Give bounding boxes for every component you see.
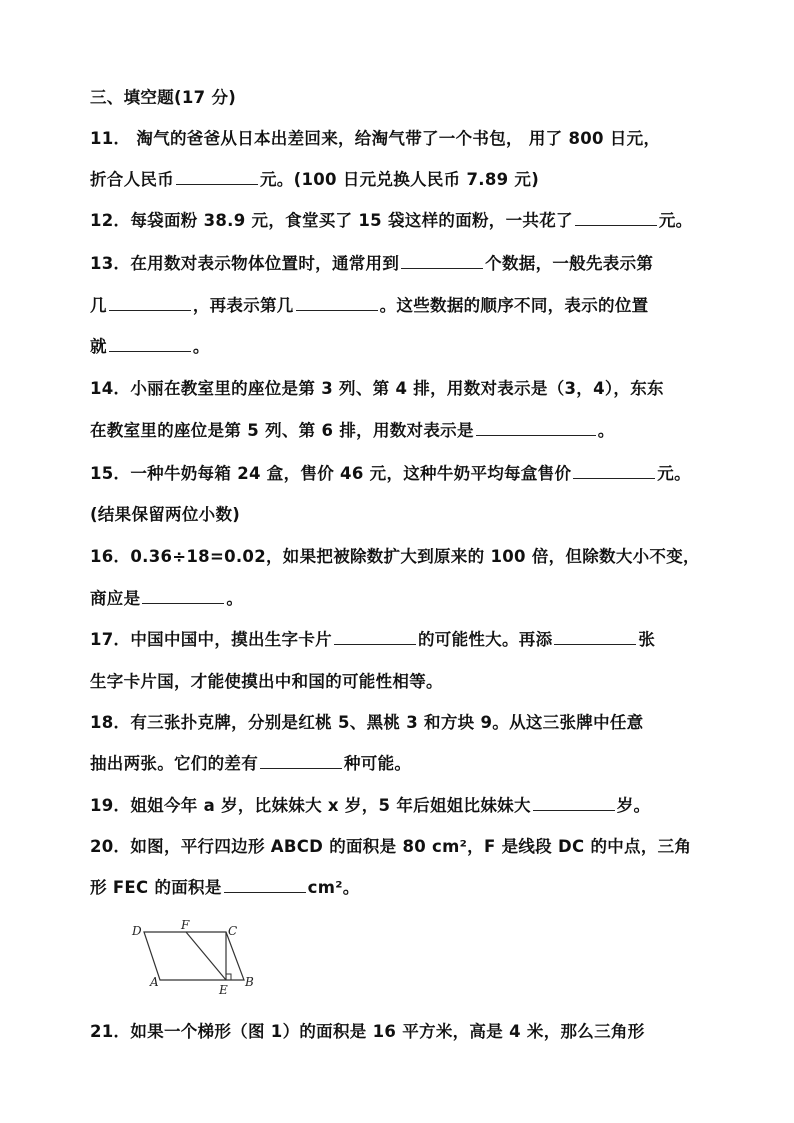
q18-answer-blank[interactable]	[260, 752, 342, 769]
q13-line1	[90, 252, 714, 276]
q13-text-a: 13．在用数对表示物体位置时，通常用到	[90, 254, 400, 273]
q18-text-a: 抽出两张。它们的差有	[90, 754, 258, 773]
q17-answer-blank-1[interactable]	[334, 628, 416, 645]
q12-text-b: 元。	[658, 211, 693, 230]
q13-answer-blank-4[interactable]	[109, 335, 191, 352]
q11-text-b: 元。(100 日元兑换人民币 7.89 元)	[260, 170, 540, 189]
q15-line1	[90, 462, 714, 486]
q13-answer-blank-1[interactable]	[401, 252, 483, 269]
q14-line1: 14．小丽在教室里的座位是第 3 列、第 4 排，用数对表示是（3，4），东东	[90, 379, 664, 398]
q20-text-a: 形 FEC 的面积是	[90, 878, 222, 897]
q13-text-d: ，再表示第几	[192, 296, 294, 315]
label-d: D	[132, 924, 142, 938]
q20-line2	[90, 876, 714, 900]
q19-answer-blank[interactable]	[533, 794, 615, 811]
q19-line	[90, 794, 714, 818]
q14-text-a: 在教室里的座位是第 5 列、第 6 排，用数对表示是	[90, 421, 474, 440]
q19-text-b: 岁。	[616, 796, 651, 815]
label-c: C	[228, 924, 238, 938]
q16-line1: 16．0.36÷18=0.02，如果把被除数扩大到原来的 100 倍，但除数大小不变，	[90, 547, 700, 566]
q20-answer-blank[interactable]	[224, 876, 306, 893]
q13-answer-blank-2[interactable]	[109, 294, 191, 311]
q16-answer-blank[interactable]	[142, 587, 224, 604]
q19-text-a: 19．姐姐今年 a 岁，比妹妹大 x 岁，5 年后姐姐比妹妹大	[90, 796, 531, 815]
q13-text-b: 个数据，一般先表示第	[485, 254, 654, 273]
q18-line1: 18．有三张扑克牌，分别是红桃 5、黑桃 3 和方块 9。从这三张牌中任意	[90, 713, 644, 732]
section-title: 三、填空题(17 分)	[90, 88, 237, 107]
q16-text-b: 。	[226, 589, 244, 608]
label-a: A	[150, 975, 159, 989]
q20-line1: 20．如图，平行四边形 ABCD 的面积是 80 cm²，F 是线段 DC 的中点，三角	[90, 837, 692, 856]
q17-text-c: 张	[638, 630, 656, 649]
q11-line1: 11． 淘气的爸爸从日本出差回来，给淘气带了一个书包， 用了 800 日元，	[90, 129, 661, 148]
q16-text-a: 商应是	[90, 589, 141, 608]
q17-text-a: 17．中国中国中，摸出生字卡片	[90, 630, 332, 649]
q13-line2	[90, 294, 714, 318]
q11-line2	[90, 168, 714, 192]
q12-line	[90, 209, 714, 233]
q13-text-c: 几	[90, 296, 107, 315]
q14-line2	[90, 419, 714, 443]
label-f: F	[181, 918, 190, 932]
parallelogram-abcd	[144, 932, 244, 980]
q11-answer-blank[interactable]	[176, 168, 258, 185]
parallelogram-svg	[128, 918, 268, 998]
q15-answer-blank[interactable]	[573, 462, 655, 479]
q15-text-b: 元。	[657, 464, 691, 483]
q13-text-e: 。这些数据的顺序不同，表示的位置	[379, 296, 649, 315]
q15-line2: (结果保留两位小数)	[90, 505, 241, 524]
segment-fe	[186, 932, 226, 980]
q13-answer-blank-3[interactable]	[296, 294, 378, 311]
q15-text-a: 15．一种牛奶每箱 24 盒，售价 46 元，这种牛奶平均每盒售价	[90, 464, 572, 483]
q12-text-a: 12．每袋面粉 38.9 元，食堂买了 15 袋这样的面粉，一共花了	[90, 211, 573, 230]
q16-line2	[90, 587, 714, 611]
q20-text-b: cm²。	[307, 878, 360, 897]
q17-answer-blank-2[interactable]	[554, 628, 636, 645]
q13-line3	[90, 335, 714, 359]
q13-text-f: 就	[90, 337, 107, 356]
q18-text-b: 种可能。	[344, 754, 412, 773]
q17-line1	[90, 628, 714, 652]
q13-text-g: 。	[192, 337, 210, 356]
q18-line2	[90, 752, 714, 776]
parallelogram-figure	[128, 918, 268, 998]
q14-answer-blank[interactable]	[476, 419, 596, 436]
right-angle-mark	[226, 974, 231, 980]
label-b: B	[245, 975, 254, 989]
q14-text-b: 。	[597, 421, 615, 440]
q21-line1: 21．如果一个梯形（图 1）的面积是 16 平方米，高是 4 米，那么三角形	[90, 1022, 645, 1041]
label-e: E	[219, 983, 228, 997]
q17-line2: 生字卡片国，才能使摸出中和国的可能性相等。	[90, 672, 443, 691]
q17-text-b: 的可能性大。再添	[417, 630, 553, 649]
q11-text-a: 折合人民币	[90, 170, 174, 189]
q12-answer-blank[interactable]	[575, 209, 657, 226]
